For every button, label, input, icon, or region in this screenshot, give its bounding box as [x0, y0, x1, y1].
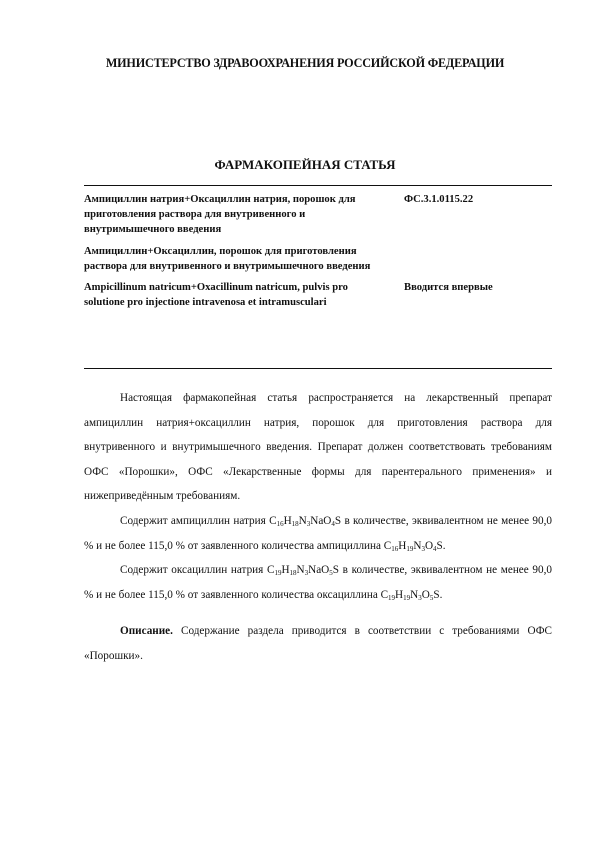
top-rule	[84, 185, 552, 186]
monograph-row-1	[84, 192, 554, 238]
monograph-status: Вводится впервые	[404, 282, 493, 294]
monograph-header-table	[84, 192, 554, 310]
bottom-rule	[84, 368, 552, 369]
description-text: Содержание раздела приводится в соответствии с требованиями ОФС «Порошки».	[84, 625, 552, 662]
monograph-body	[84, 386, 552, 669]
monograph-row-2	[84, 244, 554, 274]
monograph-name-ru-alt: Ампициллин+Оксациллин, порошок для приготовления раствора для внутривенного и внутримышечного введения	[84, 245, 371, 272]
ministry-heading: МИНИСТЕРСТВО ЗДРАВООХРАНЕНИЯ РОССИЙСКОЙ ФЕДЕРАЦИИ	[105, 56, 505, 70]
monograph-name-ru: Ампициллин натрия+Оксациллин натрия, порошок для приготовления раствора для внутривенного и внутримышечного введения	[84, 194, 356, 236]
description-heading: Описание.	[120, 625, 173, 638]
intro-paragraph: Настоящая фармакопейная статья распространяется на лекарственный препарат ампициллин натрия+оксациллин натрия, порошок для приготовления раствора для внутривенного и внутримышечного введения. Препарат должен соответствовать требованиям ОФС «Порошки», ОФС «Лекарственные формы для парентерального применения» и нижеприведённым требованиям.	[84, 392, 552, 503]
monograph-name-latin: Ampicillinum natricum+Oxacillinum natricum, pulvis pro solutione pro injectione intravenosa et intramusculari	[84, 282, 348, 309]
content-oxacillin-paragraph: Содержит оксациллин натрия $C_{19}H_{18}N_3NaO_5S$ в количестве, эквивалентном не менее 90,0 % и не более 115,0 % от заявленного количества оксациллина $C_{19}H_{19}N_3O_5S$.	[84, 564, 552, 602]
monograph-row-3	[84, 280, 554, 310]
monograph-code: ФС.3.1.0115.22	[404, 194, 474, 205]
content-ampicillin-paragraph: Содержит ампициллин натрия $C_{16}H_{18}N_3NaO_4S$ в количестве, эквивалентном не менее 90,0 % и не более 115,0 % от заявленного количества ампициллина $C_{16}H_{19}N_3O_4S$.	[84, 514, 552, 553]
document-title: ФАРМАКОПЕЙНАЯ СТАТЬЯ	[214, 157, 396, 172]
description-paragraph	[84, 619, 552, 668]
